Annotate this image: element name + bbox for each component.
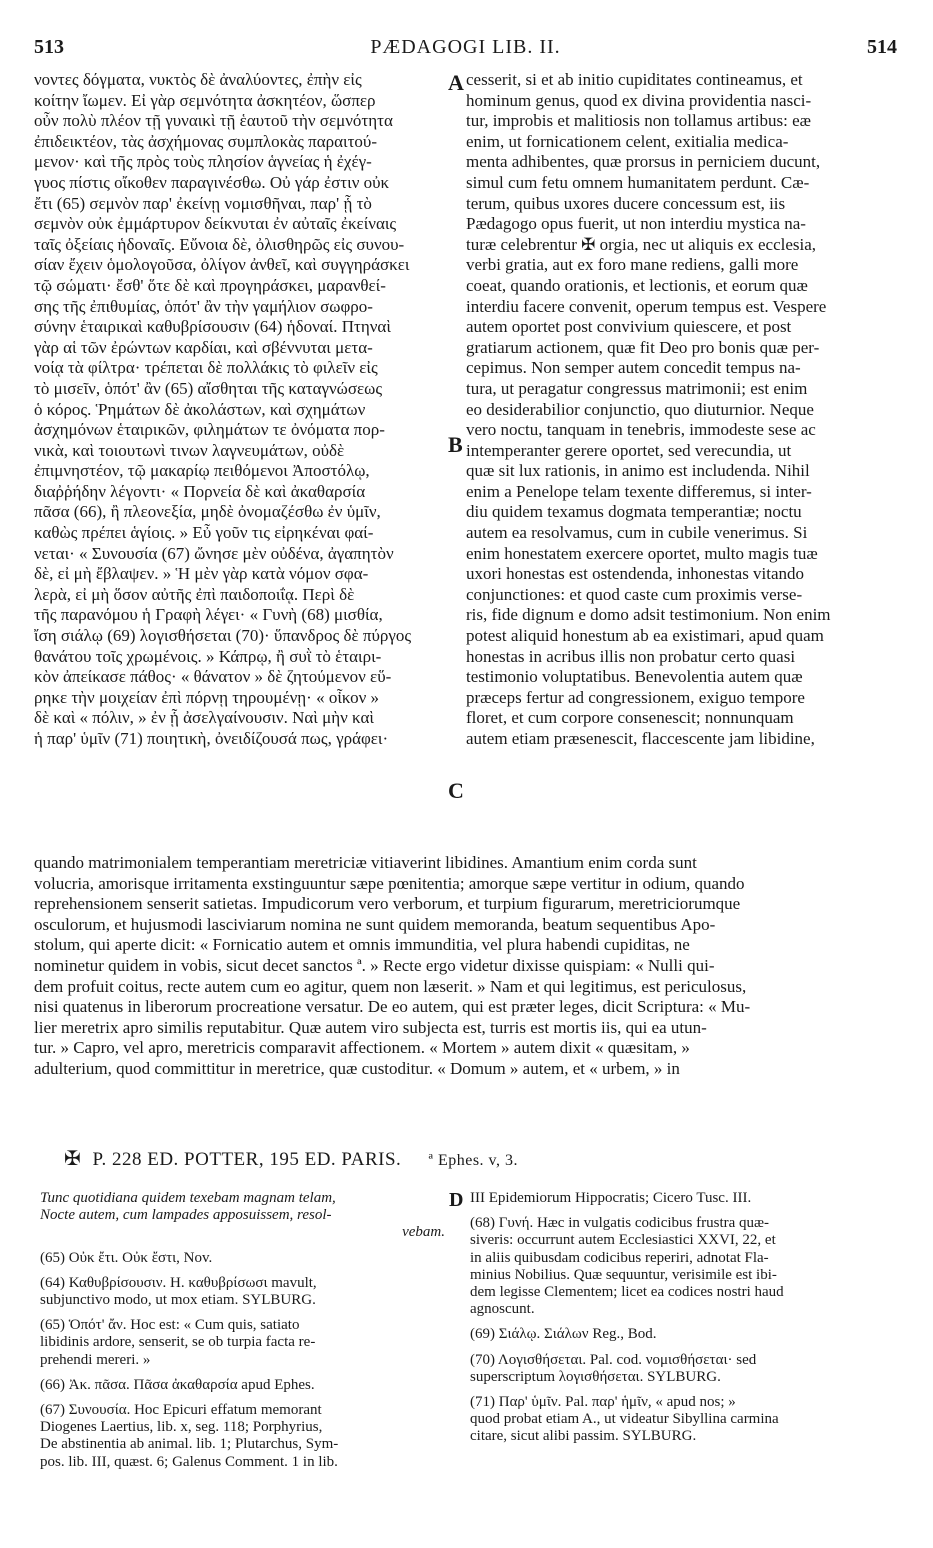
latin-text-line: coeat, quando orationis, et lectionis, et eorum quæ (466, 275, 808, 295)
footnote-line: siveris: occurrunt autem Ecclesiastici XXVI, 22, et (470, 1232, 776, 1249)
latin-text-line: ris, fide dignum e domo adsit testimonium. Non enim (466, 605, 831, 625)
latin-text-line: adulterium, quod committitur in meretrice, quæ custoditur. « Domum » autem, et « urbem, » in (34, 1058, 680, 1078)
verse-quotation-line: Nocte autem, cum lampades apposuissem, resol- (40, 1207, 332, 1224)
running-title: PÆDAGOGI LIB. II. (370, 36, 561, 58)
latin-text-line: lier meretrix apro similis reputabitur. Quæ autem viro subjecta est, turris est mortis iis, qui ea utun- (34, 1017, 707, 1037)
margin-letter-b: B (448, 432, 463, 457)
latin-text-line: honestas in acribus illis non probatur certo quasi (466, 646, 796, 666)
footnote-line: pos. lib. III, quæst. 6; Galenus Comment. 1 in lib. (40, 1453, 338, 1470)
latin-text-line: terum, quibus uxores ducere concessum est, iis (466, 193, 786, 213)
latin-text-line: vero noctu, tanquam in tenebris, immodeste sese ac (466, 420, 816, 440)
latin-text-line: præceps fertur ad congressionem, exiguo tempore (466, 687, 805, 707)
latin-text-line: Pædagogo opus fuerit, ut non interdiu mystica na- (466, 214, 806, 234)
latin-text-line: osculorum, et hujusmodi lasciviarum nomina ne sunt quidem memoranda, beatum sequentibus Apo- (34, 914, 716, 934)
scripture-footnote: ª Ephes. v, 3. (428, 1152, 519, 1169)
footnote-line: agnoscunt. (470, 1301, 535, 1318)
greek-text-line: ἡ παρ' ὑμῖν (71) ποιητικὴ, ὀνειδίζουσά πως, γράφει· (34, 729, 389, 748)
footnote (40, 1377, 445, 1394)
page-header (34, 36, 897, 70)
footnote-line: (70) Λογισθήσεται. Pal. cod. νομισθήσεται· sed (470, 1351, 757, 1368)
greek-text-line: τῆς παρανόμου ἡ Γραφὴ λέγει· « Γυνὴ (68) μισθία, (34, 605, 383, 625)
latin-text-line: autem oportet post convivium quiescere, et post (466, 317, 792, 337)
footnote-line: Diogenes Laertius, lib. x, seg. 118; Porphyrius, (40, 1419, 323, 1436)
footnote-line: minius Nobilius. Quæ sequuntur, verisimile est ibi- (470, 1266, 777, 1283)
cross-symbol-icon: ✠ (64, 1148, 82, 1170)
latin-text-line: hominum genus, quod ex divina providentia nasci- (466, 90, 812, 110)
footnote-line: (66) Ἀκ. πᾶσα. Πᾶσα ἀκαθαρσία apud Ephes. (40, 1376, 315, 1393)
latin-text-line: tura, ut peragatur congressus matrimonii; est enim (466, 378, 808, 398)
latin-text-line: simul cum fetu omnem humanitatem perdunt. Cæ- (466, 172, 810, 192)
footnote (40, 1402, 445, 1471)
greek-text-line: σεμνὸν οὐκ ἐμμάρτυρον δείκνυται ἐν αὐταῖς ἐκείναις (34, 214, 397, 234)
verse-quotation (40, 1190, 445, 1242)
latin-text-line: quando matrimonialem temperantiam meretriciæ vitiaverint libidines. Amantium enim corda sunt (34, 853, 697, 872)
latin-text-line: autem ea resolvamus, cum in cubile venerimus. Si (466, 523, 808, 543)
latin-text-line: nisi quatenus in liberorum procreatione versatur. De eo autem, qui est præter leges, dicit Scriptura: « Mu- (34, 997, 751, 1017)
latin-text-line: interdiu facere convenit, operum tempus est. Vespere (466, 296, 827, 316)
greek-text-column (34, 70, 446, 750)
footnote-line: III Epidemiorum Hippocratis; Cicero Tusc. III. (470, 1190, 752, 1206)
latin-text-line: enim honestatem exercere oportet, multo magis tuæ (466, 543, 818, 563)
footnotes-right-column (470, 1190, 898, 1446)
footnote-line: (68) Γυνή. Hæc in vulgatis codicibus frustra quæ- (470, 1215, 770, 1232)
latin-text-line: diu quidem texamus dogmata temperantiæ; noctu (466, 502, 802, 522)
greek-text-line: ρηκε τὴν μοιχείαν ἐπὶ πόρνῃ τηρουμένῃ· « οἶκον » (34, 687, 380, 707)
greek-text-line: κὸν ἀπείκασε πάθος· « θάνατον » δὲ ζητούμενον εὕ- (34, 667, 392, 687)
greek-text-line: ταῖς ὀξείαις ἡδοναῖς. Εὔνοια δὲ, ὀλισθηρῶς εἰς συνου- (34, 234, 405, 254)
latin-text-line: autem etiam præsenescit, flaccescente jam libidine, (466, 729, 815, 748)
footnote-line: (65) Ὁπότ' ἄν. Hoc est: « Cum quis, satiato (40, 1317, 300, 1334)
latin-text-line: cesserit, si et ab initio cupiditates contineamus, et (466, 70, 803, 89)
latin-text-line: quæ sit lux rationis, in animo est includenda. Nihil (466, 461, 810, 481)
greek-text-line: λερὰ, εἰ μὴ ὅσον αὐτῆς ἐπὶ παιδοποιΐᾳ. Περὶ δὲ (34, 584, 355, 604)
footnote (40, 1250, 445, 1267)
footnote-line: (71) Παρ' ὑμῖν. Pal. παρ' ἡμῖν, « apud nos; » (470, 1394, 736, 1411)
latin-text-line: cepimus. Non semper autem concedit tempus na- (466, 358, 801, 378)
latin-text-line: nominetur quidem in vobis, sicut decet sanctos ª. » Recte ergo videtur dixisse quispiam: « Nulli qui- (34, 955, 715, 975)
footnote-line: (67) Συνουσία. Hoc Epicuri effatum memorant (40, 1402, 322, 1419)
footnote (470, 1215, 898, 1318)
greek-text-line: μενον· καὶ τῆς πρὸς τοὺς πλησίον ἁγνείας ἡ ἐχέγ- (34, 152, 372, 172)
footnote-line: libidinis ardore, senserit, se ob turpia facta re- (40, 1334, 316, 1351)
footnote (470, 1352, 898, 1386)
greek-text-line: ἴση σιάλῳ (69) λογισθήσεται (70)· ὕπανδρος δὲ πύργος (34, 626, 412, 646)
greek-text-line: ὁ κόρος. Ῥημάτων δὲ ἀκολάστων, καὶ σχημάτων (34, 399, 366, 419)
footnote-line: quod probat etiam A., ut videatur Sibyllina carmina (470, 1411, 779, 1428)
greek-text-line: οὖν πολὺ πλέον τῇ γυναικὶ τῇ ἑαυτοῦ τὴν σεμνότητα (34, 111, 393, 131)
footnote-line: (64) Καθυβρίσουσιν. H. καθυβρίσωσι mavult, (40, 1274, 317, 1291)
greek-text-line: σίαν ἔχειν ὁμολογοῦσα, ὀλίγον ἀνθεῖ, καὶ συγγηράσκει (34, 255, 410, 275)
latin-text-line: intemperanter gerere oportet, sed verecundia, ut (466, 440, 792, 460)
latin-text-line: floret, et cum corpore consenescit; nonnunquam (466, 708, 794, 728)
greek-text-line: καθὼς πρέπει ἁγίοις. » Εὖ γοῦν τις εἰρηκέναι φαί- (34, 523, 374, 543)
latin-text-line: enim a Penelope telam texente differemus, si inter- (466, 481, 812, 501)
greek-text-line: ἐπιδεικτέον, τὰς ἀσχήμονας συμπλοκὰς παραιτού- (34, 131, 377, 151)
footnote-line: (69) Σιάλῳ. Σιάλων Reg., Bod. (470, 1326, 657, 1343)
latin-full-width-text (34, 853, 898, 1080)
latin-text-line: stolum, qui aperte dicit: « Fornicatio autem et omnis immunditia, vel plura habendi cupiditas, ne (34, 935, 690, 955)
greek-text-line: νοίᾳ τὰ φίλτρα· τρέπεται δὲ πολλάκις τὸ φιλεῖν εἰς (34, 358, 378, 378)
greek-text-line: τῷ σώματι· ἔσθ' ὅτε δὲ καὶ προγηράσκει, μαρανθεί- (34, 275, 386, 295)
latin-text-line: turæ celebrentur ✠ orgia, nec ut aliquis ex ecclesia, (466, 234, 817, 254)
margin-letter-a: A (448, 70, 464, 95)
footnote-line: (65) Οὐκ ἔτι. Οὐκ ἔστι, Nov. (40, 1249, 213, 1266)
latin-text-line: volucria, amorisque irritamenta exstinguuntur sæpe pœnitentia; amorque sæpe vertitur in odium, quando (34, 873, 745, 893)
footnote (40, 1317, 445, 1369)
footnote-line: citare, sicut alibi passim. SYLBURG. (470, 1428, 697, 1445)
latin-text-line: dem profuit coitus, recte autem cum eo agitur, quem non læserit. » Nam et qui legitimus, est periculosus, (34, 976, 747, 996)
latin-text-line: conjunctiones: et quod caste cum proximis verse- (466, 584, 803, 604)
latin-text-line: verbi gratia, aut ex foro mane rediens, galli more (466, 255, 799, 275)
footnote (40, 1275, 445, 1309)
greek-text-line: κοίτην ἴωμεν. Εἰ γὰρ σεμνότητα ἀσκητέον, ὥσπερ (34, 90, 376, 110)
margin-letter-c: C (448, 778, 464, 803)
verse-quotation-line: Tunc quotidiana quidem texebam magnam telam, (40, 1190, 336, 1206)
latin-text-line: menta adhibentes, quæ prorsus in perniciem ducunt, (466, 152, 821, 172)
greek-text-line: γυος πίστις οἴκοθεν παραγινέσθω. Οὐ γάρ ἐστιν οὐκ (34, 172, 390, 192)
greek-text-line: νοντες δόγματα, νυκτὸς δὲ ἀναλύοντες, ἐπὴν εἰς (34, 70, 362, 89)
footnote-line: subjunctivo modo, ut mox etiam. SYLBURG. (40, 1292, 316, 1309)
latin-text-line: eo desiderabilior conjunctio, quo diuturnior. Neque (466, 399, 814, 419)
edition-reference (64, 1146, 518, 1171)
footnote-line: superscriptum λογισθήσεται. SYLBURG. (470, 1368, 721, 1385)
greek-text-line: πᾶσα (66), ἢ πλεονεξία, μηδὲ ὀνομαζέσθω ἐν ὑμῖν, (34, 502, 381, 522)
footnote-line: in aliis quibusdam codicibus reperiri, adnotat Fla- (470, 1249, 769, 1266)
greek-text-line: νικὰ, καὶ τοιουτωνὶ τινων λαγνευμάτων, οὐδὲ (34, 440, 345, 460)
footnote-line: dem legisse Clementem; licet ea codices nostri haud (470, 1284, 784, 1301)
margin-letter-d: D (449, 1189, 464, 1211)
footnote-line: prehendi mereri. » (40, 1351, 151, 1368)
greek-text-line: θανάτου τοῖς χρωμένοις. » Κάπρῳ, ἢ συῒ τὸ ἑταιρι- (34, 646, 382, 666)
latin-text-line: potest aliquid honestum ab ea existimari, apud quam (466, 626, 824, 646)
greek-text-line: τὸ μισεῖν, ὁπότ' ἂν (65) αἴσθηται τῆς καταγνώσεως (34, 378, 383, 398)
latin-text-column (466, 70, 898, 750)
footnote (470, 1326, 898, 1343)
greek-text-line: σης τῆς ἐπιθυμίας, ὁπότ' ἂν τὴν γαμήλιον σωφρο- (34, 296, 373, 316)
page-number-right: 514 (867, 36, 897, 58)
latin-text-line: reprehensionem senserit satietas. Impudicorum vero verborum, et turpium figurarum, meretriciorumque (34, 894, 741, 914)
footnotes-left-column (40, 1190, 445, 1471)
latin-text-line: gratiarum actionem, quæ fit Deo pro bonis quæ per- (466, 337, 820, 357)
greek-text-line: ἐπιμνηστέον, τῷ μακαρίῳ πειθόμενοι Ἀποστόλῳ, (34, 461, 370, 481)
latin-text-line: tur. » Capro, vel apro, meretricis comparavit affectionem. « Mortem » autem dixit « quæsitam, » (34, 1038, 690, 1058)
greek-text-line: δὲ, εἰ μὴ ἔβλαψεν. » Ἡ μὲν γὰρ κατὰ νόμον σφα- (34, 564, 369, 584)
greek-text-line: δὲ καὶ « πόλιν, » ἐν ᾗ ἀσελγαίνουσιν. Ναὶ μὴν καὶ (34, 708, 374, 728)
latin-text-line: testimonio voluptatibus. Benevolentia autem quæ (466, 667, 803, 687)
footnote (470, 1394, 898, 1446)
edition-reference-text: P. 228 ED. POTTER, 195 ED. PARIS. (92, 1149, 402, 1170)
greek-text-line: νεται· « Συνουσία (67) ὤνησε μὲν οὐδένα, ἀγαπητὸν (34, 543, 394, 563)
greek-text-line: ἀσχημόνων ἑταιρικῶν, φιλημάτων τε ὀνόματα πορ- (34, 420, 385, 440)
verse-quotation-line: vebam. (402, 1224, 445, 1241)
latin-text-line: tur, improbis et malitiosis non tollamus artibus: eæ (466, 111, 811, 131)
greek-text-line: γὰρ αἱ τῶν ἐρώντων καρδίαι, καὶ σβέννυται μετα- (34, 337, 373, 357)
footnote-line: De abstinentia ab animal. lib. 1; Plutarchus, Sym- (40, 1436, 339, 1453)
page-number-left: 513 (34, 36, 64, 58)
latin-text-line: uxori honestas est ostendenda, inhonestas vitando (466, 564, 805, 584)
latin-text-line: enim, ut fornicationem celent, exitialia medica- (466, 131, 789, 151)
footnote (470, 1190, 898, 1207)
greek-text-line: διαῤῥήδην λέγοντι· « Πορνεία δὲ καὶ ἀκαθαρσία (34, 481, 366, 501)
greek-text-line: σύνην ἑταιρικαὶ καθυβρίσουσιν (64) ἡδοναί. Πτηναὶ (34, 317, 391, 337)
greek-text-line: ἔτι (65) σεμνὸν παρ' ἐκείνῃ νομισθῆναι, παρ' ᾗ τὸ (34, 193, 372, 213)
